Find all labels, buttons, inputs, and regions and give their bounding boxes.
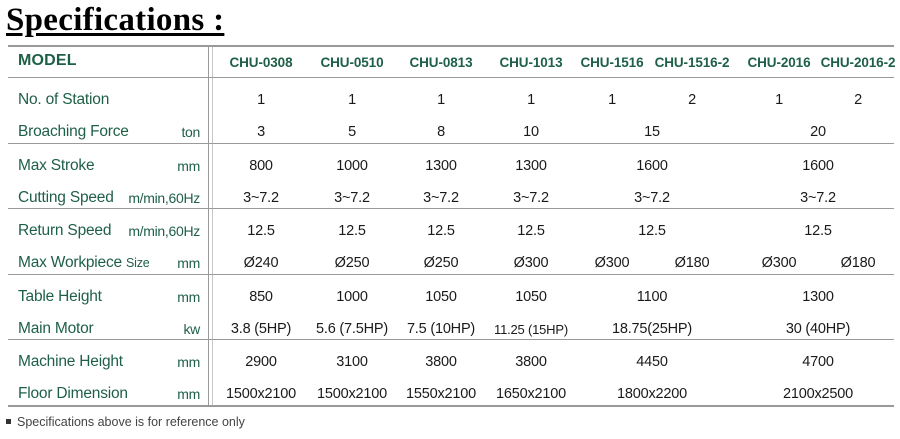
spec-value: 1 <box>437 92 445 108</box>
specifications-table <box>8 45 894 407</box>
spec-unit: mm <box>177 157 200 174</box>
spec-value: 1 <box>608 92 616 108</box>
spec-value: 3~7.2 <box>334 189 370 206</box>
spec-label <box>18 157 94 175</box>
spec-label <box>18 288 102 306</box>
spec-value: 12.5 <box>638 223 666 240</box>
spec-value: 12.5 <box>804 223 832 240</box>
spec-value: Ø300 <box>513 255 549 272</box>
spec-value: 1 <box>348 92 356 108</box>
spec-label <box>18 320 94 338</box>
spec-value: 1050 <box>515 288 547 305</box>
spec-value: 3800 <box>425 354 457 371</box>
spec-label <box>18 123 129 141</box>
spec-value: 2 <box>854 92 862 108</box>
spec-row <box>8 117 894 149</box>
spec-value: 2 <box>688 92 696 108</box>
spec-value: 5.6 (7.5HP) <box>316 320 388 337</box>
spec-label-suffix: Size <box>126 256 150 271</box>
spec-value: 4700 <box>802 354 834 371</box>
model-name: CHU-0813 <box>409 55 473 70</box>
spec-row <box>8 282 894 314</box>
spec-label-text: Main Motor <box>18 319 94 337</box>
spec-unit: ton <box>181 124 200 140</box>
spec-label <box>18 353 123 371</box>
spec-value: Ø250 <box>334 255 370 272</box>
spec-value: 3800 <box>515 354 547 371</box>
spec-label <box>18 222 111 240</box>
spec-label-text: Max Workpiece <box>18 254 122 272</box>
model-name: CHU-1516-2 <box>654 55 730 70</box>
spec-label-text: Machine Height <box>18 353 123 371</box>
spec-value: 3 <box>257 124 265 140</box>
spec-value: 12.5 <box>427 223 455 240</box>
square-bullet-icon <box>6 419 11 424</box>
spec-value: 1550x2100 <box>406 386 476 403</box>
spec-value: 1600 <box>802 157 834 174</box>
spec-value: 5 <box>348 124 356 140</box>
model-header-row <box>8 47 894 78</box>
spec-row <box>8 85 894 117</box>
spec-value: Ø180 <box>840 255 876 272</box>
spec-row <box>8 183 894 215</box>
spec-unit: mm <box>177 255 200 272</box>
spec-value: 850 <box>249 288 273 305</box>
spec-value: 12.5 <box>517 223 545 240</box>
spec-label-text: Return Speed <box>18 222 112 240</box>
spec-value: 1600 <box>636 157 668 174</box>
spec-label <box>18 91 109 109</box>
spec-value: 3~7.2 <box>800 189 836 206</box>
spec-value: 3.8 (5HP) <box>230 320 292 337</box>
spec-label <box>18 385 128 403</box>
spec-value: 15 <box>644 124 660 140</box>
spec-value: 30 (40HP) <box>785 320 851 337</box>
spec-unit: kw <box>183 320 200 337</box>
spec-value: 12.5 <box>247 223 275 240</box>
spec-value: 11.25 (15HP) <box>494 321 568 337</box>
spec-value: 12.5 <box>338 223 366 240</box>
spec-value: 1100 <box>636 288 668 305</box>
page-title: Specifications : <box>6 2 225 38</box>
spec-row <box>8 347 894 379</box>
spec-label-text: Table Height <box>18 287 102 305</box>
spec-label-text: Cutting Speed <box>18 188 114 206</box>
spec-value: 2100x2500 <box>783 386 853 403</box>
spec-value: 1500x2100 <box>226 386 296 403</box>
spec-value: 3100 <box>336 354 368 371</box>
spec-row <box>8 151 894 183</box>
spec-value: Ø240 <box>243 255 279 272</box>
model-name: CHU-0510 <box>320 55 384 70</box>
spec-label <box>18 189 114 207</box>
spec-unit: mm <box>177 354 200 371</box>
spec-value: Ø250 <box>423 255 459 272</box>
spec-value: 1 <box>775 92 783 108</box>
model-header-label: MODEL <box>18 52 77 69</box>
spec-value: 10 <box>523 124 539 140</box>
spec-value: 20 <box>810 124 826 140</box>
spec-row <box>8 379 894 411</box>
spec-value: 1 <box>527 92 535 108</box>
spec-label <box>18 254 150 272</box>
spec-label-text: Broaching Force <box>18 123 129 140</box>
model-name: CHU-1013 <box>499 55 563 70</box>
spec-label-text: Max Stroke <box>18 156 95 174</box>
model-name: CHU-2016 <box>747 55 811 70</box>
spec-value: 8 <box>437 124 445 140</box>
spec-value: 3~7.2 <box>423 189 459 206</box>
spec-value: 4450 <box>636 354 668 371</box>
spec-value: 1650x2100 <box>496 386 566 403</box>
spec-unit: mm <box>177 288 200 305</box>
footnote <box>6 415 245 429</box>
model-name: CHU-1516 <box>580 55 644 70</box>
spec-row <box>8 216 894 248</box>
spec-value: 3~7.2 <box>513 189 549 206</box>
spec-unit: m/min,60Hz <box>128 189 200 206</box>
spec-value: 800 <box>249 157 273 174</box>
spec-unit: mm <box>177 386 200 403</box>
spec-value: 2900 <box>245 354 277 371</box>
spec-row <box>8 314 894 346</box>
model-name: CHU-2016-2 <box>820 55 896 70</box>
spec-label-text: Floor Dimension <box>18 385 128 403</box>
spec-value: 1 <box>257 92 265 108</box>
spec-value: 18.75(25HP) <box>611 320 693 337</box>
spec-value: 1300 <box>802 288 834 305</box>
spec-value: 1300 <box>425 157 457 174</box>
footnote-text: Specifications above is for reference only <box>17 415 245 429</box>
spec-value: 3~7.2 <box>634 189 670 206</box>
spec-value: 1500x2100 <box>317 386 387 403</box>
spec-label-text: No. of Station <box>18 91 110 108</box>
spec-value: 1300 <box>515 157 547 174</box>
spec-value: Ø300 <box>761 255 797 272</box>
spec-value: Ø300 <box>594 255 630 272</box>
spec-value: 7.5 (10HP) <box>406 320 476 337</box>
spec-value: 1050 <box>425 288 457 305</box>
spec-unit: m/min,60Hz <box>128 223 200 240</box>
spec-value: 1000 <box>336 288 368 305</box>
spec-value: Ø180 <box>674 255 710 272</box>
spec-row <box>8 248 894 280</box>
spec-value: 1000 <box>336 157 368 174</box>
spec-value: 3~7.2 <box>243 189 279 206</box>
model-name: CHU-0308 <box>229 55 293 70</box>
spec-value: 1800x2200 <box>617 386 687 403</box>
